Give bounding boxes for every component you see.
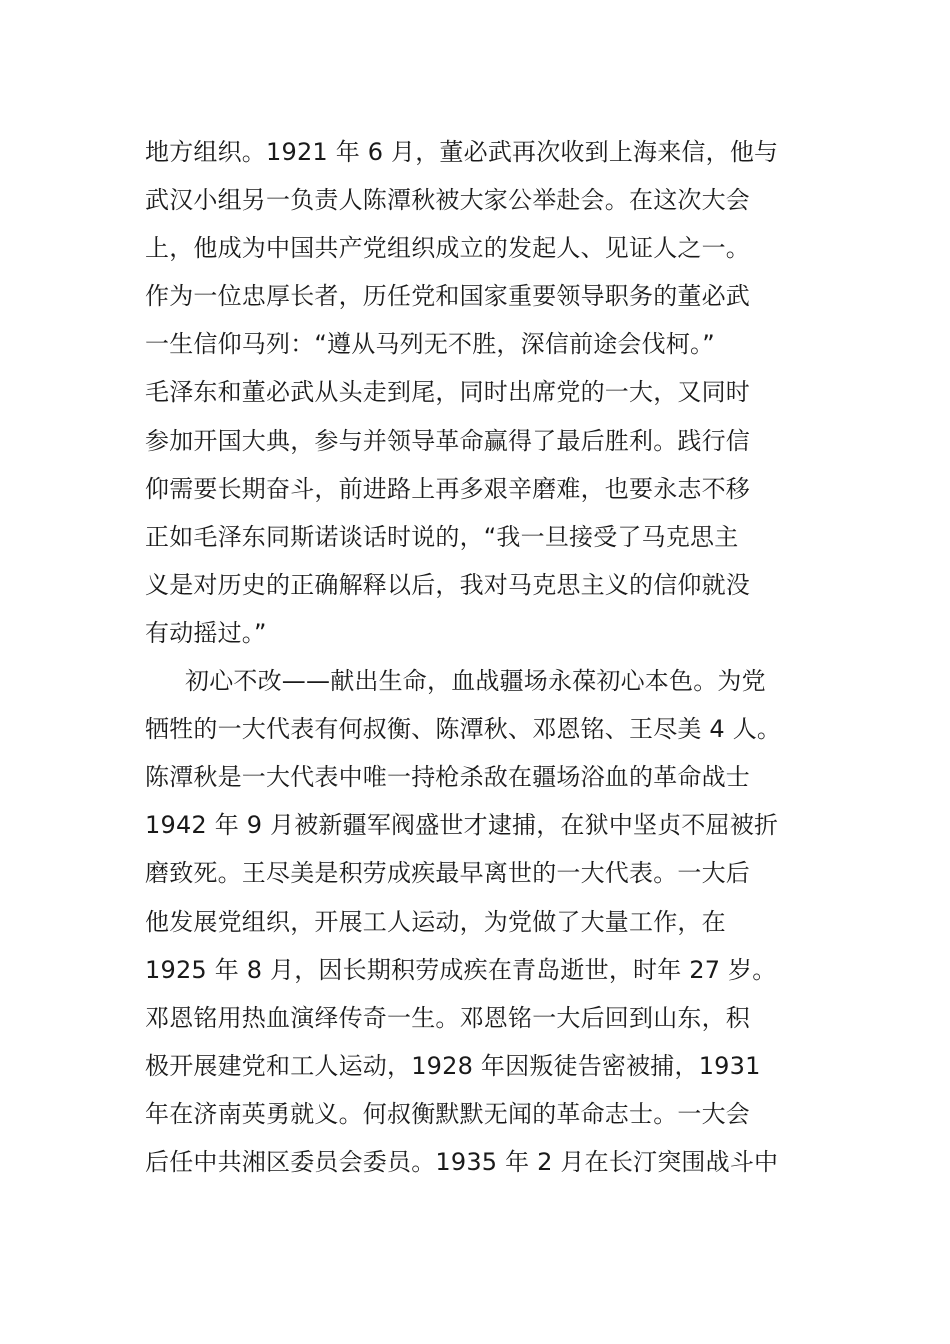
text-line: 1925 年 8 月，因长期积劳成疾在青岛逝世，时年 27 岁。: [145, 955, 777, 984]
text-line: 极开展建党和工人运动，1928 年因叛徒告密被捕，1931: [145, 1051, 761, 1080]
text-line: 义是对历史的正确解释以后，我对马克思主义的信仰就没: [145, 570, 750, 599]
text-line: 牺牲的一大代表有何叔衡、陈潭秋、邓恩铭、王尽美 4 人。: [145, 715, 782, 744]
text-line: 初心不改——献出生命，血战疆场永葆初心本色。为党: [185, 667, 766, 696]
text-line: 武汉小组另一负责人陈潭秋被大家公举赴会。在这次大会: [145, 186, 750, 215]
text-line: 有动摇过。”: [145, 618, 267, 647]
text-line: 上，他成为中国共产党组织成立的发起人、见证人之一。: [145, 234, 750, 263]
text-line: 后任中共湘区委员会委员。1935 年 2 月在长汀突围战斗中: [145, 1147, 779, 1176]
text-line: 地方组织。1921 年 6 月，董必武再次收到上海来信，他与: [145, 138, 779, 166]
text-line: 参加开国大典，参与并领导革命赢得了最后胜利。践行信: [145, 426, 750, 455]
text-line: 磨致死。王尽美是积劳成疾最早离世的一大代表。一大后: [145, 859, 750, 888]
text-line: 正如毛泽东同斯诺谈话时说的，“我一旦接受了马克思主: [145, 522, 739, 551]
text-line: 邓恩铭用热血演绎传奇一生。邓恩铭一大后回到山东，积: [145, 1003, 750, 1032]
text-line: 仰需要长期奋斗，前进路上再多艰辛磨难，也要永志不移: [145, 474, 750, 503]
text-line: 毛泽东和董必武从头走到尾，同时出席党的一大，又同时: [145, 378, 750, 407]
text-line: 作为一位忠厚长者，历任党和国家重要领导职务的董必武: [145, 282, 750, 311]
text-line: 年在济南英勇就义。何叔衡默默无闻的革命志士。一大会: [145, 1099, 750, 1128]
text-line: 陈潭秋是一大代表中唯一持枪杀敌在疆场浴血的革命战士: [145, 763, 750, 792]
body-text: [145, 128, 945, 1186]
text-line: 一生信仰马列：“遵从马列无不胜，深信前途会伐柯。”: [145, 330, 715, 359]
text-line: 1942 年 9 月被新疆军阀盛世才逮捕，在狱中坚贞不屈被折: [145, 811, 779, 840]
text-line: 他发展党组织，开展工人运动，为党做了大量工作，在: [145, 907, 726, 936]
